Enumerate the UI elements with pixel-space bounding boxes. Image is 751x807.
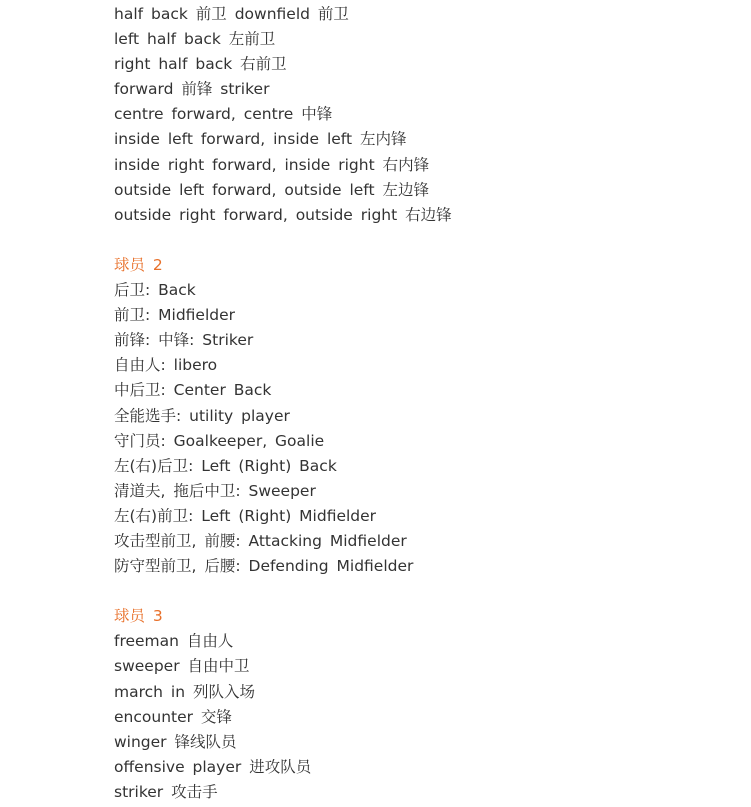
text-line: 防守型前卫, 后腰: Defending Midfielder (114, 557, 414, 576)
text-line: 后卫: Back (114, 281, 196, 300)
text-line: outside left forward, outside left 左边锋 (114, 180, 429, 199)
text-line: 左(右)前卫: Left (Right) Midfielder (114, 506, 377, 525)
section-3 (114, 604, 734, 805)
text-line: winger 锋线队员 (114, 732, 237, 751)
text-line: 左(右)后卫: Left (Right) Back (114, 456, 337, 475)
text-line: 全能选手: utility player (114, 406, 290, 425)
text-line: march in 列队入场 (114, 682, 255, 701)
article-body (114, 2, 734, 805)
text-line: outside right forward, outside right 右边锋 (114, 205, 452, 224)
text-line: inside left forward, inside left 左内锋 (114, 130, 407, 149)
text-line: encounter 交锋 (114, 707, 232, 726)
section-1 (114, 2, 734, 228)
text-line: centre forward, centre 中锋 (114, 105, 333, 124)
text-line: 攻击型前卫, 前腰: Attacking Midfielder (114, 531, 407, 550)
section-heading: 球员 2 (114, 255, 163, 274)
text-line: 清道夫, 拖后中卫: Sweeper (114, 481, 316, 500)
spacer (114, 579, 734, 604)
text-line: right half back 右前卫 (114, 55, 287, 74)
section-heading: 球员 3 (114, 607, 163, 626)
text-line: 守门员: Goalkeeper, Goalie (114, 431, 325, 450)
text-line: sweeper 自由中卫 (114, 657, 250, 676)
text-line: 自由人: libero (114, 356, 218, 375)
text-line: 前锋: 中锋: Striker (114, 331, 254, 350)
text-line: 中后卫: Center Back (114, 381, 272, 400)
text-line: left half back 左前卫 (114, 30, 276, 49)
spacer (114, 228, 734, 253)
text-line: 前卫: Midfielder (114, 306, 236, 325)
text-line: freeman 自由人 (114, 632, 234, 651)
text-line: half back 前卫 downfield 前卫 (114, 5, 349, 23)
section-2 (114, 253, 734, 579)
text-line: offensive player 进攻队员 (114, 757, 312, 776)
text-line: forward 前锋 striker (114, 80, 270, 99)
text-line: inside right forward, inside right 右内锋 (114, 155, 430, 174)
text-line: striker 攻击手 (114, 782, 218, 801)
